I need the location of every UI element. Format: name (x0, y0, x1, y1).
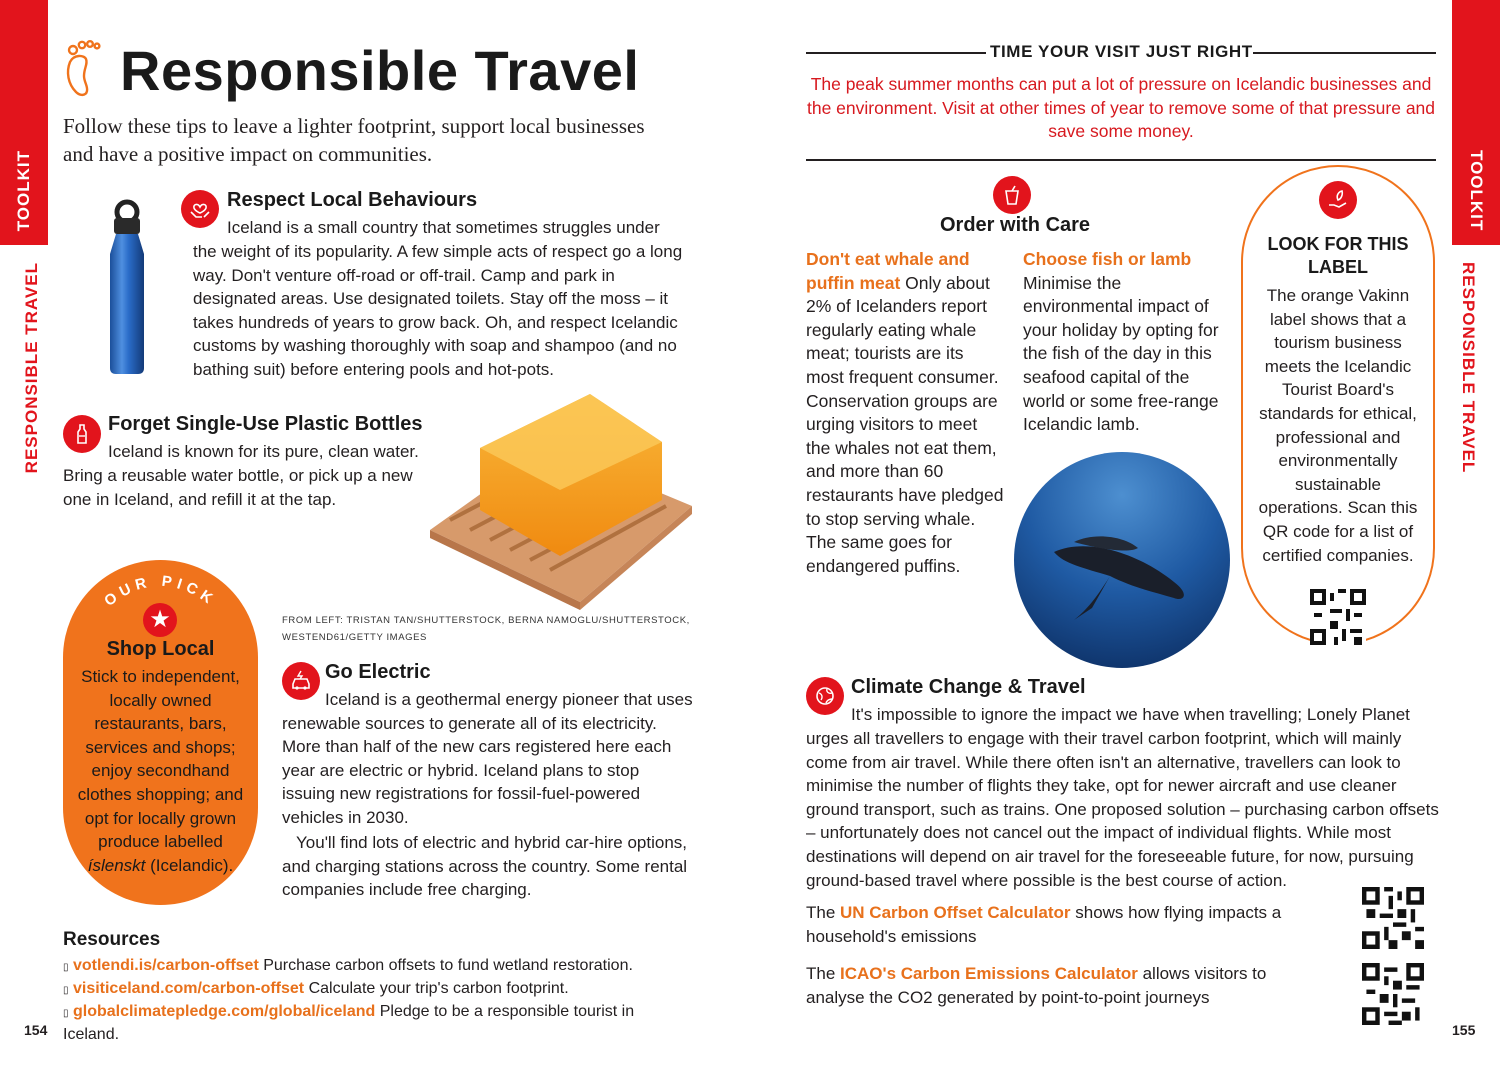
page-number-left: 154 (24, 1022, 48, 1038)
resources-heading: Resources (63, 929, 161, 950)
climate-body: urges all travellers to engage with their travel carbon footprint, which will mainly come from air travel. While there often isn't an alternative, travellers can look to minimise the number of flights they take, opt for newer aircraft and use cleaner ground transport, such as trains. One proposed solution – purchasing carbon offsets – unfortunately does not cancel out the impact of individual flights. While most destinations will depend on air travel for the foreseeable future, for now, pursuing ground-based travel where possible is the best course of action. (806, 729, 1439, 890)
shop-local-text: Stick to independent, locally owned restaurants, bars, services and shops; enjoy secondhand clothes shopping; and opt for locally grown produce labelled (77, 667, 244, 852)
shop-local-italic: íslenskt (87, 855, 146, 875)
resource-item: ▯ votlendi.is/carbon-offset Purchase carbon offsets to fund wetland restoration. (63, 957, 633, 974)
order-col1-body: Only about 2% of Icelanders report regularly eating whale meat; tourists are its most frequent consumer. Conservation groups are urging visitors to meet the whales not eat them, and more than 60 restaurants have pledged to stop serving whale. The same goes for endangered puffins. (806, 272, 1004, 576)
respect-line1: Iceland is a small country that sometimes struggles under (227, 218, 660, 237)
electric-heading: Go Electric (325, 661, 431, 683)
bottles-heading: Forget Single-Use Plastic Bottles (108, 413, 423, 435)
resource-link[interactable]: visiticeland.com/carbon-offset (72, 980, 305, 997)
un-calc-post: shows how flying impacts a household's emissions (806, 903, 1282, 946)
takeaway-cup-icon (993, 176, 1031, 214)
visit-rule-bottom (806, 159, 1436, 161)
water-bottle-image (92, 198, 162, 376)
bottles-line1: Iceland is known for its pure, clean water. (108, 442, 419, 461)
electric-para1: Iceland is a geothermal energy pioneer that uses renewable sources to generate all of its electricity. More than half of the new cars registered here each year are electric or hybrid. Iceland plans to stop issuing new registrations for fossil-fuel-powered vehicles in 2030. (282, 690, 693, 827)
qr-code-un[interactable] (1362, 887, 1424, 949)
climate-heading: Climate Change & Travel (851, 676, 1086, 698)
left-section-label: RESPONSIBLE TRAVEL (22, 262, 41, 474)
shop-local-body (73, 665, 248, 877)
shop-local-text-end: (Icelandic). (145, 855, 234, 875)
resource-item: ▯ globalclimatepledge.com/global/iceland Pledge to be a responsible tourist in Iceland. (63, 1003, 635, 1043)
electric-para2: You'll find lots of electric and hybrid car-hire options, and charging stations across the country. Some rental companies include free charging. (282, 833, 688, 900)
footprint-icon (60, 38, 108, 104)
resource-link[interactable]: votlendi.is/carbon-offset (72, 957, 259, 974)
order-col1-subheading: Don't eat whale and puffin meat (806, 249, 970, 293)
order-col2 (1023, 248, 1223, 437)
un-calculator-link[interactable]: UN Carbon Offset Calculator (840, 903, 1071, 922)
page-title: Responsible Travel (120, 39, 640, 102)
visit-body: The peak summer months can put a lot of pressure on Icelandic businesses and the environment. Visit at other times of year to remove some of that pressure and save some money. (806, 74, 1436, 142)
shop-local-heading: Shop Local (106, 638, 215, 660)
photo-credit: FROM LEFT: TRISTAN TAN/SHUTTERSTOCK, BERNA NAMOGLU/SHUTTERSTOCK, WESTEND61/GETTY IMAGES (282, 615, 690, 643)
icao-calc-post: allows visitors to analyse the CO2 generated by point-to-point journeys (806, 964, 1267, 1007)
label-body: The orange Vakinn label shows that a tourism business meets the Icelandic Tourist Board's standards for ethical, professional and environmentally sustainable operations. Scan this QR code for a list of certified companies. (1258, 286, 1418, 565)
whale-photo (1014, 452, 1230, 668)
right-section-label: RESPONSIBLE TRAVEL (1459, 262, 1478, 474)
label-heading: LOOK FOR THIS LABEL (1267, 234, 1409, 277)
heart-hands-icon (181, 190, 219, 228)
respect-heading: Respect Local Behaviours (227, 189, 478, 211)
respect-body: the weight of its popularity. A few simple acts of respect go a long way. Don't venture off-road or off-trail. Camp and park in designated areas. Use designated toilets. Stay off the moss – it takes hundreds of years to grow back. Oh, and respect Icelandic customs by washing thoroughly with soap and shampoo (and no bathing suit) before entering pools and hot-pots. (193, 242, 683, 379)
bottles-body: Bring a reusable water bottle, or pick up a new one in Iceland, and refill it at the tap. (63, 466, 413, 509)
resources-list (63, 955, 683, 1045)
un-calc-pre: The (806, 903, 841, 922)
order-col2-body: Minimise the environmental impact of your holiday by opting for the fish of the day in this seafood capital of the world or some free-range Icelandic lamb. (1023, 272, 1219, 435)
icao-calculator-text (806, 962, 1326, 1009)
resource-link[interactable]: globalclimatepledge.com/global/iceland (72, 1003, 376, 1020)
star-icon: ★ (143, 603, 177, 637)
un-calculator-text (806, 901, 1326, 948)
order-col2-subheading: Choose fish or lamb (1023, 249, 1192, 269)
order-heading: Order with Care (940, 214, 1091, 236)
visit-rule-right (1253, 52, 1436, 54)
left-toolkit-label: TOOLKIT (14, 150, 33, 232)
intro-text: Follow these tips to leave a lighter footprint, support local businesses and have a positive impact on communities. (63, 114, 645, 166)
qr-code-icao[interactable] (1362, 963, 1424, 1025)
resource-text: Purchase carbon offsets to fund wetland restoration. (258, 957, 633, 974)
right-toolkit-tab (1452, 0, 1500, 245)
page-number-right: 155 (1452, 1022, 1476, 1038)
resource-text: Calculate your trip's carbon footprint. (304, 980, 569, 997)
hand-leaf-icon (1319, 181, 1357, 219)
icao-calc-pre: The (806, 964, 841, 983)
order-col1 (806, 248, 1006, 578)
resource-item: ▯ visiticeland.com/carbon-offset Calculate your trip's carbon footprint. (63, 980, 569, 997)
visit-heading: TIME YOUR VISIT JUST RIGHT (990, 42, 1253, 61)
our-pick-badge (63, 566, 258, 610)
qr-code-label[interactable] (1310, 589, 1366, 645)
right-toolkit-label: TOOLKIT (1467, 150, 1486, 232)
soap-on-dish-image (430, 388, 692, 610)
resource-text: Pledge to be a responsible tourist in Iceland. (63, 1003, 635, 1043)
icao-calculator-link[interactable]: ICAO's Carbon Emissions Calculator (840, 964, 1138, 983)
visit-rule-left (806, 52, 986, 54)
our-pick-badge-text: OUR PICK (101, 572, 220, 610)
climate-line1: It's impossible to ignore the impact we have when travelling; Lonely Planet (851, 705, 1410, 724)
globe-icon (806, 677, 844, 715)
left-toolkit-tab (0, 0, 48, 245)
bottle-icon (63, 415, 101, 453)
